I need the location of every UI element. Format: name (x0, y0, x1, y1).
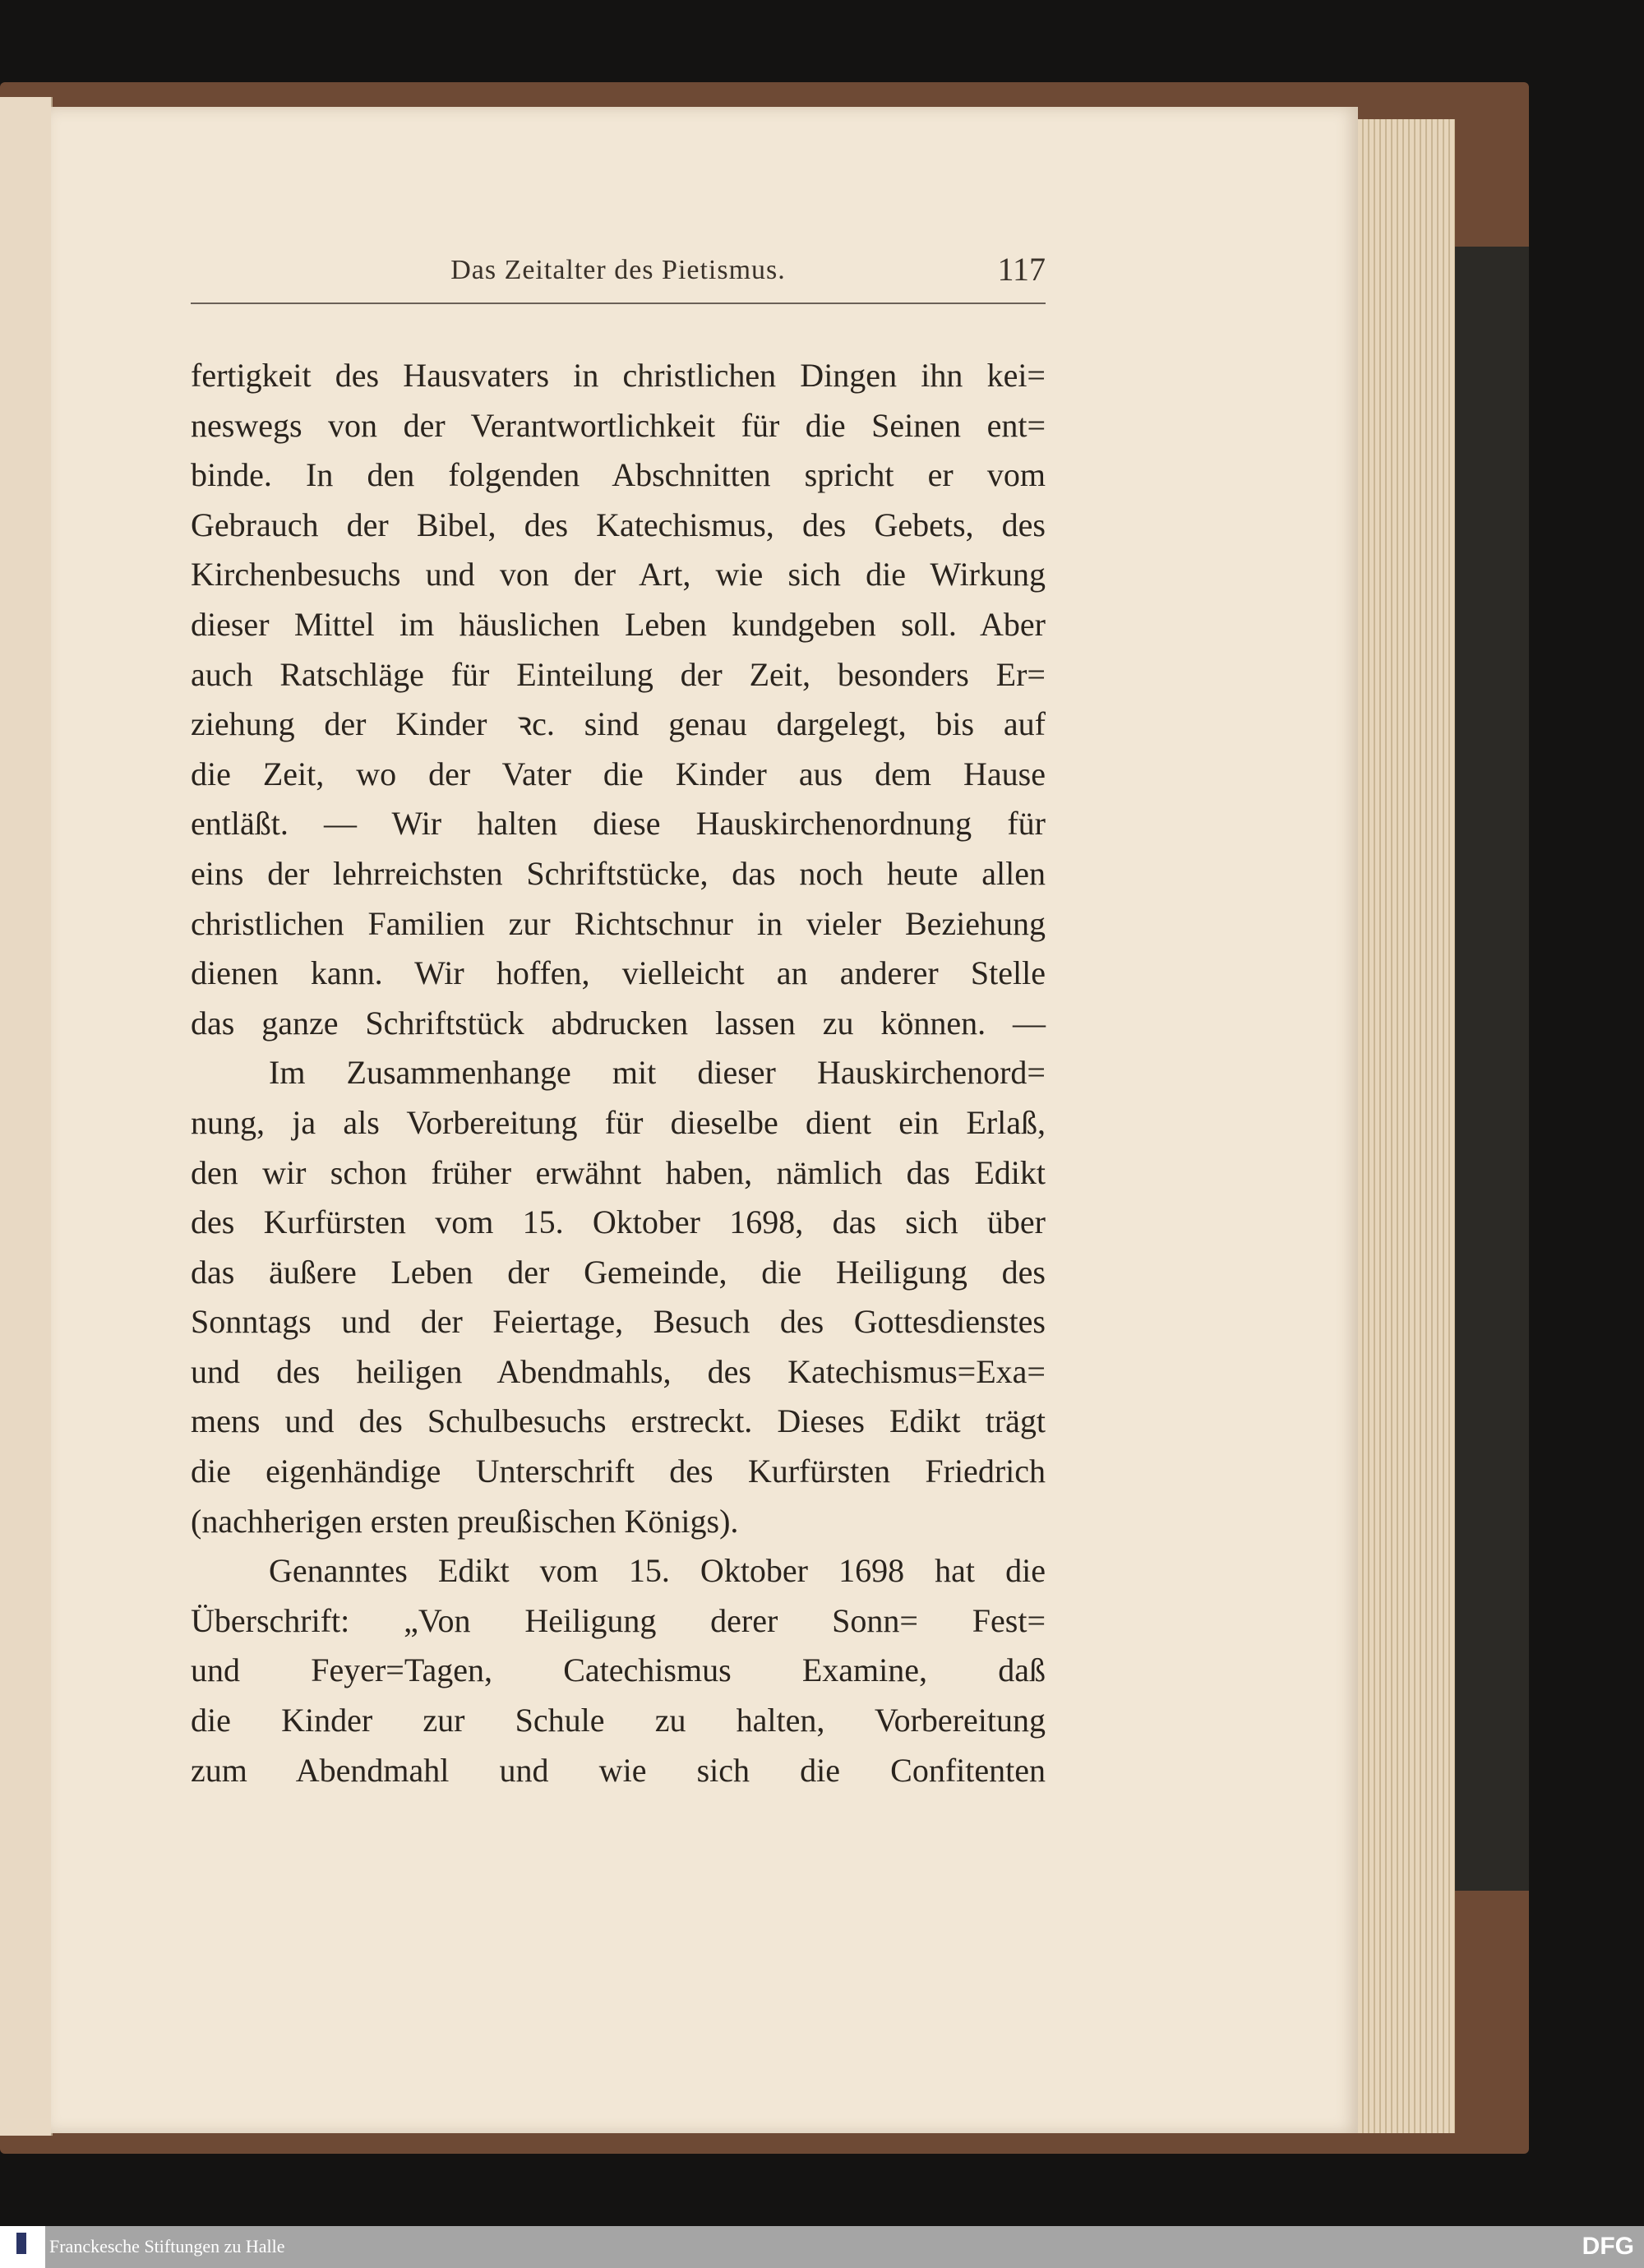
text-line: und des heiligen Abendmahls, des Katechismus=Exa= (191, 1352, 1046, 1390)
header-rule (191, 303, 1046, 304)
text-line: Überschrift: „Von Heiligung derer Sonn= Fest= (191, 1601, 1046, 1639)
institution-logo (0, 2226, 45, 2268)
body-text (191, 351, 1046, 1795)
text-line: nung, ja als Vorbereitung für dieselbe dient ein Erlaß, (191, 1103, 1046, 1141)
cover-corner (1455, 247, 1529, 1891)
text-line: binde. In den folgenden Abschnitten spricht er vom (191, 456, 1046, 494)
text-line: (nachherigen ersten preußischen Königs). (191, 1502, 739, 1540)
page-number: 117 (997, 251, 1046, 288)
institution-name: Franckesche Stiftungen zu Halle (49, 2236, 285, 2256)
text-line: neswegs von der Verantwortlichkeit für die Seinen ent= (191, 406, 1046, 444)
page-header (191, 251, 1046, 296)
text-line: des Kurfürsten vom 15. Oktober 1698, das sich über (191, 1203, 1046, 1241)
running-head: Das Zeitalter des Pietismus. (450, 255, 786, 285)
text-line: auch Ratschläge für Einteilung der Zeit, besonders Er= (191, 655, 1046, 693)
text-line: die eigenhändige Unterschrift des Kurfürsten Friedrich (191, 1453, 1046, 1490)
text-line: mens und des Schulbesuchs erstreckt. Dieses Edikt trägt (191, 1402, 1046, 1440)
text-line: das äußere Leben der Gemeinde, die Heiligung des (191, 1253, 1046, 1291)
left-page-edge (0, 97, 53, 2136)
book-page (51, 107, 1358, 2133)
tower-icon (16, 2233, 26, 2254)
text-line: dieser Mittel im häuslichen Leben kundgeben soll. Aber (191, 605, 1046, 643)
text-line: die Zeit, wo der Vater die Kinder aus dem Hause (191, 755, 1046, 792)
text-line: entläßt. — Wir halten diese Hauskirchenordnung für (191, 805, 1046, 843)
text-line: eins der lehrreichsten Schriftstücke, das noch heute allen (191, 854, 1046, 892)
text-line: Genanntes Edikt vom 15. Oktober 1698 hat die (269, 1552, 1046, 1590)
viewer-footer (0, 2226, 1644, 2268)
text-line: die Kinder zur Schule zu halten, Vorbereitung (191, 1702, 1046, 1739)
text-line: dienen kann. Wir hoffen, vielleicht an anderer Stelle (191, 954, 1046, 992)
text-line: zum Abendmahl und wie sich die Confitenten (191, 1751, 1046, 1789)
text-line: Im Zusammenhange mit dieser Hauskirchenord= (269, 1054, 1046, 1092)
dfg-logo: DFG (1582, 2233, 1634, 2260)
page-edges (1352, 119, 1455, 2133)
text-line: Gebrauch der Bibel, des Katechismus, des Gebets, des (191, 506, 1046, 543)
text-line: das ganze Schriftstück abdrucken lassen zu können. — (191, 1004, 1046, 1042)
text-line: christlichen Familien zur Richtschnur in vieler Beziehung (191, 904, 1046, 942)
text-line: ziehung der Kinder ꝛc. sind genau dargelegt, bis auf (191, 705, 1046, 743)
text-line: den wir schon früher erwähnt haben, nämlich das Edikt (191, 1153, 1046, 1191)
text-line: und Feyer=Tagen, Catechismus Examine, daß (191, 1651, 1046, 1689)
text-line: fertigkeit des Hausvaters in christlichen Dingen ihn kei= (191, 357, 1046, 394)
text-line: Kirchenbesuchs und von der Art, wie sich die Wirkung (191, 556, 1046, 594)
text-line: Sonntags und der Feiertage, Besuch des Gottesdienstes (191, 1303, 1046, 1341)
